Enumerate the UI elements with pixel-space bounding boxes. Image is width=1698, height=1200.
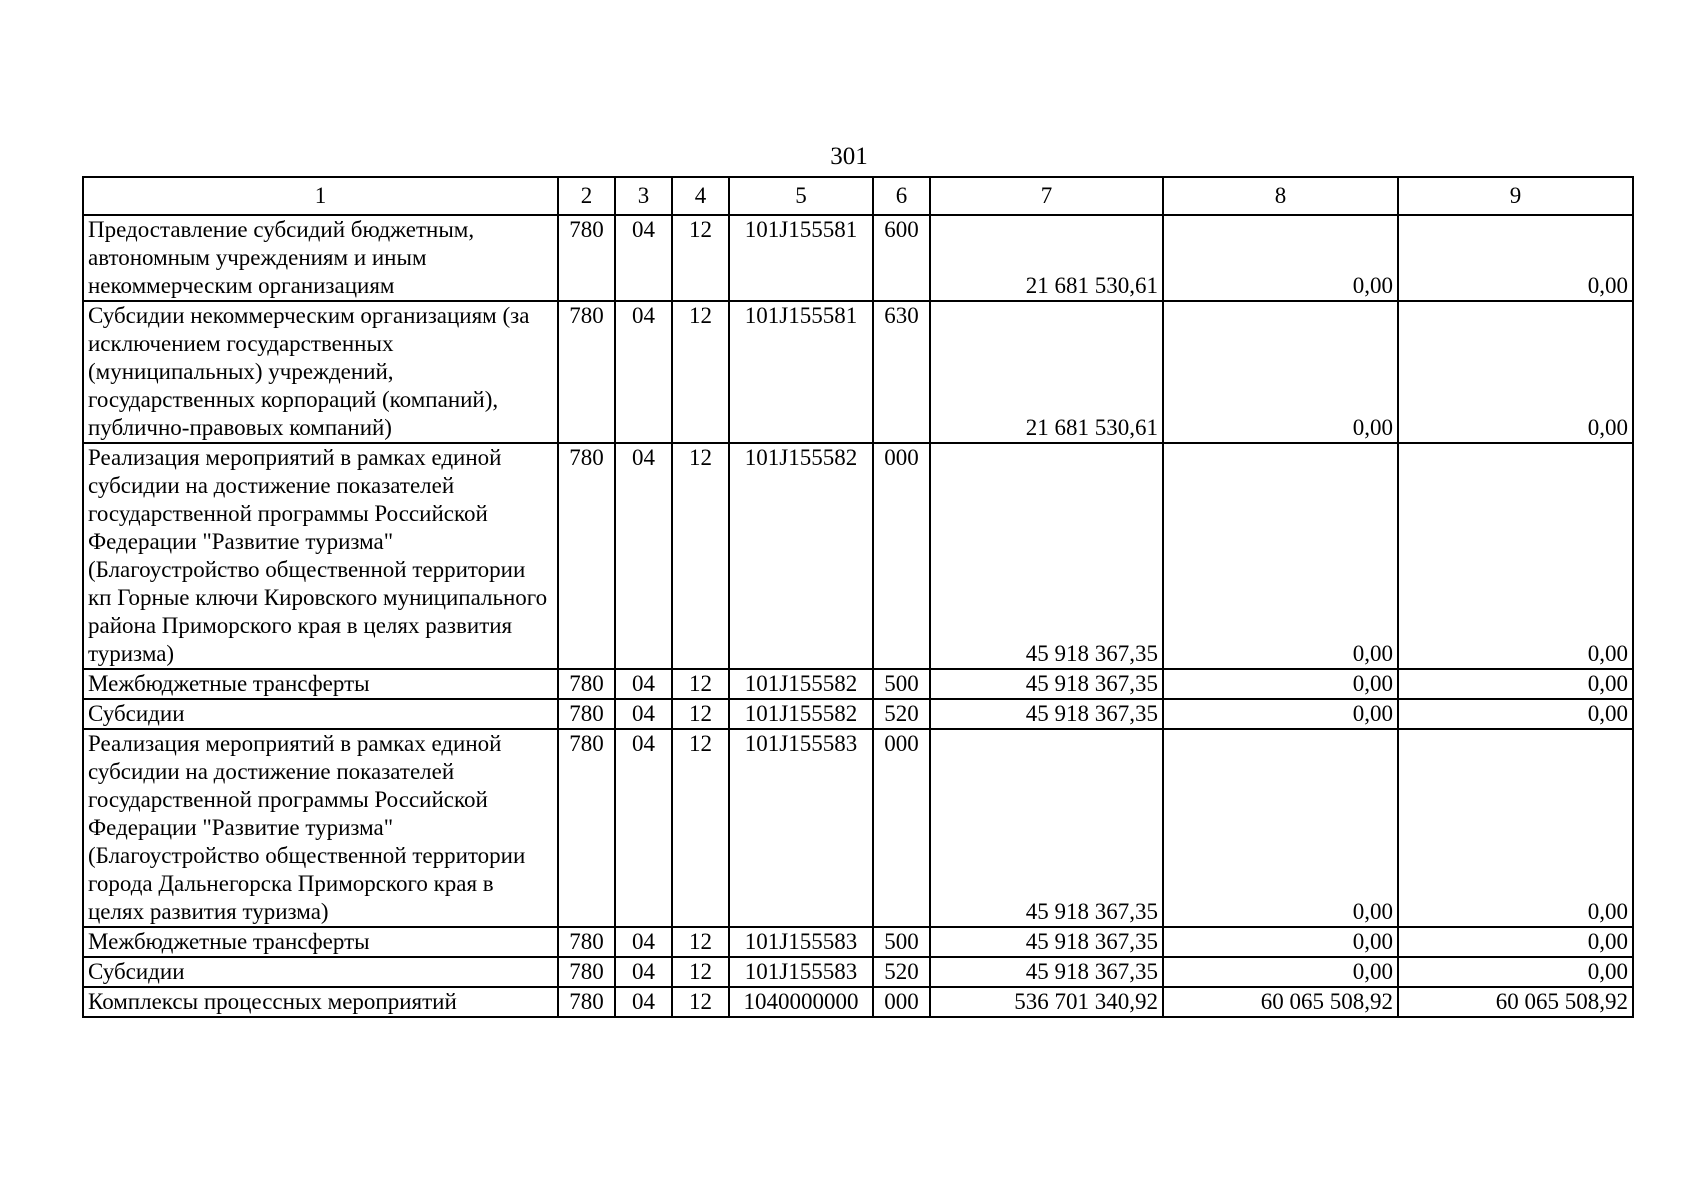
code-cell: 12 (672, 699, 729, 729)
code-cell: 12 (672, 443, 729, 669)
amount-cell: 45 918 367,35 (930, 669, 1163, 699)
amount-cell: 0,00 (1163, 301, 1398, 443)
code-cell: 000 (873, 443, 930, 669)
code-cell: 101J155582 (729, 699, 873, 729)
amount-cell: 45 918 367,35 (930, 957, 1163, 987)
code-cell: 101J155583 (729, 957, 873, 987)
code-cell: 04 (615, 927, 672, 957)
code-cell: 04 (615, 987, 672, 1017)
row-name-cell: Субсидии (83, 957, 558, 987)
amount-cell: 0,00 (1398, 729, 1633, 927)
table-row (83, 669, 1633, 699)
header-cell: 7 (930, 177, 1163, 215)
amount-cell: 0,00 (1398, 957, 1633, 987)
row-name-cell: Субсидии (83, 699, 558, 729)
code-cell: 12 (672, 669, 729, 699)
budget-table (82, 176, 1634, 1018)
code-cell: 101J155582 (729, 669, 873, 699)
header-cell: 5 (729, 177, 873, 215)
code-cell: 780 (558, 699, 615, 729)
amount-cell: 0,00 (1163, 957, 1398, 987)
header-cell: 1 (83, 177, 558, 215)
code-cell: 780 (558, 987, 615, 1017)
amount-cell: 45 918 367,35 (930, 699, 1163, 729)
header-cell: 2 (558, 177, 615, 215)
row-name-cell: Предоставление субсидий бюджетным, автономным учреждениям и иным некоммерческим организациям (83, 215, 558, 301)
amount-cell: 0,00 (1163, 729, 1398, 927)
code-cell: 500 (873, 669, 930, 699)
header-cell: 4 (672, 177, 729, 215)
amount-cell: 0,00 (1398, 699, 1633, 729)
code-cell: 630 (873, 301, 930, 443)
page-number: 301 (830, 143, 868, 170)
code-cell: 12 (672, 927, 729, 957)
table-row (83, 957, 1633, 987)
code-cell: 12 (672, 215, 729, 301)
table-row (83, 987, 1633, 1017)
code-cell: 04 (615, 669, 672, 699)
row-name-cell: Реализация мероприятий в рамках единой субсидии на достижение показателей государственной программы Российской Федерации "Развитие туризма" (Благоустройство общественной территории города Дальнегорска Приморского края в целях развития туризма) (83, 729, 558, 927)
header-cell: 6 (873, 177, 930, 215)
code-cell: 780 (558, 729, 615, 927)
code-cell: 520 (873, 699, 930, 729)
amount-cell: 0,00 (1163, 443, 1398, 669)
amount-cell: 45 918 367,35 (930, 729, 1163, 927)
code-cell: 600 (873, 215, 930, 301)
table-row (83, 699, 1633, 729)
code-cell: 12 (672, 729, 729, 927)
code-cell: 04 (615, 957, 672, 987)
code-cell: 12 (672, 957, 729, 987)
header-cell: 3 (615, 177, 672, 215)
code-cell: 780 (558, 669, 615, 699)
amount-cell: 0,00 (1398, 301, 1633, 443)
code-cell: 780 (558, 301, 615, 443)
header-row (83, 177, 1633, 215)
code-cell: 500 (873, 927, 930, 957)
row-name-cell: Субсидии некоммерческим организациям (за исключением государственных (муниципальных) учреждений, государственных корпораций (компаний), публично-правовых компаний) (83, 301, 558, 443)
header-cell: 8 (1163, 177, 1398, 215)
amount-cell: 536 701 340,92 (930, 987, 1163, 1017)
amount-cell: 0,00 (1163, 699, 1398, 729)
code-cell: 101J155581 (729, 301, 873, 443)
amount-cell: 21 681 530,61 (930, 301, 1163, 443)
table-row (83, 215, 1633, 301)
amount-cell: 0,00 (1163, 669, 1398, 699)
code-cell: 000 (873, 729, 930, 927)
code-cell: 780 (558, 957, 615, 987)
code-cell: 000 (873, 987, 930, 1017)
row-name-cell: Комплексы процессных мероприятий (83, 987, 558, 1017)
code-cell: 1040000000 (729, 987, 873, 1017)
amount-cell: 45 918 367,35 (930, 443, 1163, 669)
amount-cell: 0,00 (1398, 443, 1633, 669)
amount-cell: 0,00 (1163, 215, 1398, 301)
amount-cell: 0,00 (1163, 927, 1398, 957)
table-row (83, 443, 1633, 669)
code-cell: 04 (615, 699, 672, 729)
row-name-cell: Межбюджетные трансферты (83, 927, 558, 957)
amount-cell: 60 065 508,92 (1398, 987, 1633, 1017)
code-cell: 04 (615, 443, 672, 669)
code-cell: 780 (558, 927, 615, 957)
code-cell: 12 (672, 301, 729, 443)
code-cell: 04 (615, 215, 672, 301)
code-cell: 101J155583 (729, 927, 873, 957)
row-name-cell: Реализация мероприятий в рамках единой субсидии на достижение показателей государственной программы Российской Федерации "Развитие туризма" (Благоустройство общественной территории кп Горные ключи Кировского муниципального района Приморского края в целях развития туризма) (83, 443, 558, 669)
row-name-cell: Межбюджетные трансферты (83, 669, 558, 699)
table-row (83, 729, 1633, 927)
code-cell: 101J155582 (729, 443, 873, 669)
amount-cell: 45 918 367,35 (930, 927, 1163, 957)
amount-cell: 60 065 508,92 (1163, 987, 1398, 1017)
code-cell: 12 (672, 987, 729, 1017)
code-cell: 780 (558, 443, 615, 669)
amount-cell: 0,00 (1398, 669, 1633, 699)
code-cell: 04 (615, 729, 672, 927)
code-cell: 04 (615, 301, 672, 443)
table-row (83, 927, 1633, 957)
code-cell: 101J155583 (729, 729, 873, 927)
amount-cell: 21 681 530,61 (930, 215, 1163, 301)
header-cell: 9 (1398, 177, 1633, 215)
table-row (83, 301, 1633, 443)
code-cell: 101J155581 (729, 215, 873, 301)
amount-cell: 0,00 (1398, 215, 1633, 301)
code-cell: 780 (558, 215, 615, 301)
amount-cell: 0,00 (1398, 927, 1633, 957)
code-cell: 520 (873, 957, 930, 987)
